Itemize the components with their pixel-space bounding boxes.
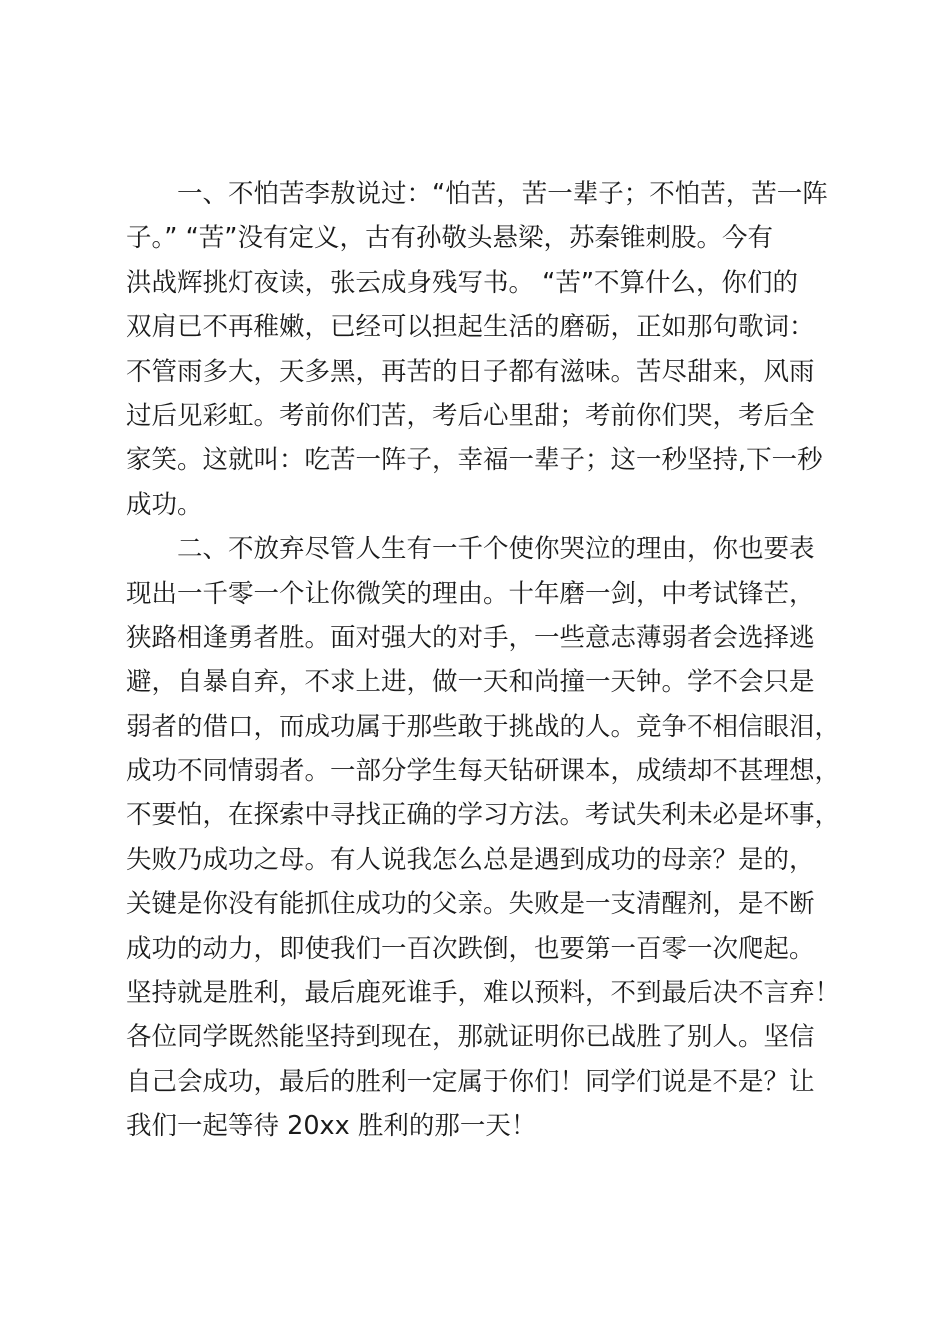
paragraph-line: 弱者的借口，而成功属于那些敢于挑战的人。竞争不相信眼泪， [126,711,841,742]
paragraph-line: 现出一千零一个让你微笑的理由。十年磨一剑，中考试锋芒， [126,578,815,609]
paragraph-line: 失败乃成功之母。有人说我怎么总是遇到成功的母亲？是的， [126,844,815,875]
paragraph-line: 成功不同情弱者。一部分学生每天钻研课本，成绩却不甚理想， [126,756,841,787]
document-body [126,172,841,1149]
paragraph-line: 双肩已不再稚嫩，已经可以担起生活的磨砺，正如那句歌词： [126,312,815,343]
paragraph-line: 二、不放弃尽管人生有一千个使你哭泣的理由，你也要表 [177,534,815,565]
paragraph-line: 不管雨多大，天多黑，再苦的日子都有滋味。苦尽甜来，风雨 [126,356,815,387]
paragraph-line: 洪战辉挑灯夜读，张云成身残写书。 “苦”不算什么，你们的 [126,267,799,298]
paragraph-line: 不要怕，在探索中寻找正确的学习方法。考试失利未必是坏事， [126,800,841,831]
paragraph-line: 避，自暴自弃，不求上进，做一天和尚撞一天钟。学不会只是 [126,667,815,698]
paragraph-line: 子。” “苦”没有定义，古有孙敬头悬梁，苏秦锥刺股。今有 [126,223,773,254]
paragraph-line: 成功。 [126,489,203,520]
paragraph-line: 狭路相逢勇者胜。面对强大的对手，一些意志薄弱者会选择逃 [126,622,815,653]
paragraph-line: 自己会成功，最后的胜利一定属于你们！同学们说是不是？让 [126,1066,815,1097]
paragraph-line: 坚持就是胜利，最后鹿死谁手，难以预料，不到最后决不言弃！ [126,978,841,1009]
paragraph-line: 过后见彩虹。考前你们苦，考后心里甜；考前你们哭，考后全 [126,400,815,431]
paragraph-never-give-up [126,527,841,1148]
paragraph-line: 家笑。这就叫：吃苦一阵子，幸福一辈子；这一秒坚持,下一秒 [126,445,823,476]
paragraph-line: 成功的动力，即使我们一百次跌倒，也要第一百零一次爬起。 [126,933,815,964]
paragraph-not-afraid-of-hardship [126,172,838,527]
paragraph-line: 关键是你没有能抓住成功的父亲。失败是一支清醒剂，是不断 [126,889,815,920]
paragraph-line: 一、不怕苦李敖说过：“怕苦，苦一辈子；不怕苦，苦一阵 [177,179,828,209]
paragraph-line: 各位同学既然能坚持到现在，那就证明你已战胜了别人。坚信 [126,1022,815,1053]
paragraph-line: 我们一起等待 20xx 胜利的那一天！ [126,1111,537,1142]
